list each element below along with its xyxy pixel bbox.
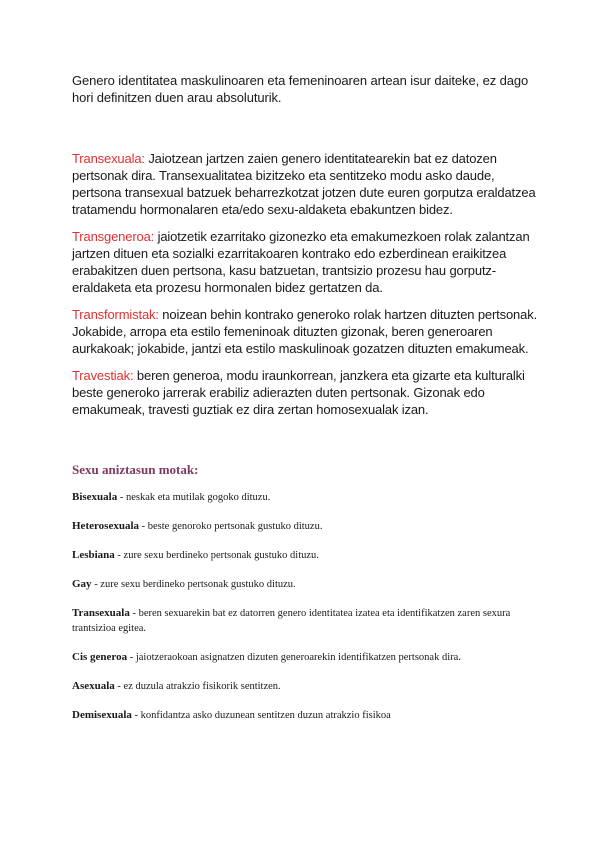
definitions-list: [72, 150, 542, 418]
definition-text: jaiotzetik ezarritako gizonezko eta emakumezkoen rolak zalantzan jartzen dituen eta sozialki ezarritakoaren kontrako edo ezberdinean eraikitzea erabakitzen duen pertsona, kasu batzuetan, trantsizio prozesu hau gorputz-eraldaketa eta prozesu hormonalen bidez gertatzen da.: [72, 229, 530, 295]
type-item: [72, 650, 542, 665]
definition-paragraph: [72, 150, 542, 218]
type-item: [72, 548, 542, 563]
type-text: - zure sexu berdineko pertsonak gustuko dituzu.: [114, 550, 319, 561]
definition-text: beren generoa, modu iraunkorrean, janzkera eta gizarte eta kulturalki beste generoko jarrerak erabiliz adierazten duten pertsonak. Gizonak edo emakumeak, travesti guztiak ez dira zertan homosexualak izan.: [72, 368, 525, 417]
type-name: Cis generoa: [72, 651, 128, 663]
type-name: Demisexuala: [72, 709, 132, 721]
definition-paragraph: [72, 367, 542, 418]
definition-term: Travestiak:: [72, 368, 134, 383]
type-text: - jaiotzeraokoan asignatzen dizuten generoarekin identifikatzen pertsonak dira.: [127, 652, 461, 663]
type-text: - zure sexu berdineko pertsonak gustuko dituzu.: [91, 579, 296, 590]
type-item: [72, 490, 542, 505]
definition-paragraph: [72, 228, 542, 296]
definition-text: noizean behin kontrako generoko rolak hartzen dituzten pertsonak. Jokabide, arropa eta estilo femeninoak dituzten gizonak, beren generoaren aurkakoak; jokabide, jantzi eta estilo maskulinoak gozatzen dituzten emakumeak.: [72, 307, 538, 356]
type-item: [72, 679, 542, 694]
type-name: Heterosexuala: [72, 520, 140, 532]
type-name: Transexuala: [72, 607, 130, 619]
type-item: [72, 708, 542, 723]
type-item: [72, 606, 542, 636]
type-item: [72, 519, 542, 534]
type-name: Bisexuala: [72, 491, 118, 503]
definition-term: Transexuala:: [72, 151, 145, 166]
section-title: Sexu aniztasun motak:: [72, 462, 199, 477]
type-text: - ez duzula atrakzio fisikorik sentitzen.: [114, 681, 281, 692]
definition-term: Transformistak:: [72, 307, 159, 322]
type-name: Gay: [72, 578, 92, 590]
type-text: - konfidantza asko duzunean sentitzen duzun atrakzio fisikoa: [131, 710, 391, 721]
document-page: [72, 72, 542, 737]
definition-text: Jaiotzean jartzen zaien genero identitatearekin bat ez datozen pertsonak dira. Transexualitatea bizitzeko eta sentitzeko modu asko daude, pertsona transexual batzuek beharrezkotzat jotzen dute euren gorputza eraldatzea tratamendu hormonalaren eta/edo sexu-aldaketa ebakuntzen bidez.: [72, 151, 536, 217]
type-text: - beste genoroko pertsonak gustuko dituzu.: [139, 521, 323, 532]
type-text: - beren sexuarekin bat ez datorren genero identitatea izatea eta identifikatzen zaren sexura trantsizioa egitea.: [72, 608, 511, 634]
types-list: [72, 490, 542, 723]
type-name: Lesbiana: [72, 549, 115, 561]
definition-term: Transgeneroa:: [72, 229, 155, 244]
type-text: - neskak eta mutilak gogoko dituzu.: [117, 492, 271, 503]
definition-paragraph: [72, 306, 542, 357]
type-item: [72, 577, 542, 592]
type-name: Asexuala: [72, 680, 115, 692]
intro-paragraph: Genero identitatea maskulinoaren eta femeninoaren artean isur daiteke, ez dago hori definitzen duen arau absoluturik.: [72, 73, 529, 105]
